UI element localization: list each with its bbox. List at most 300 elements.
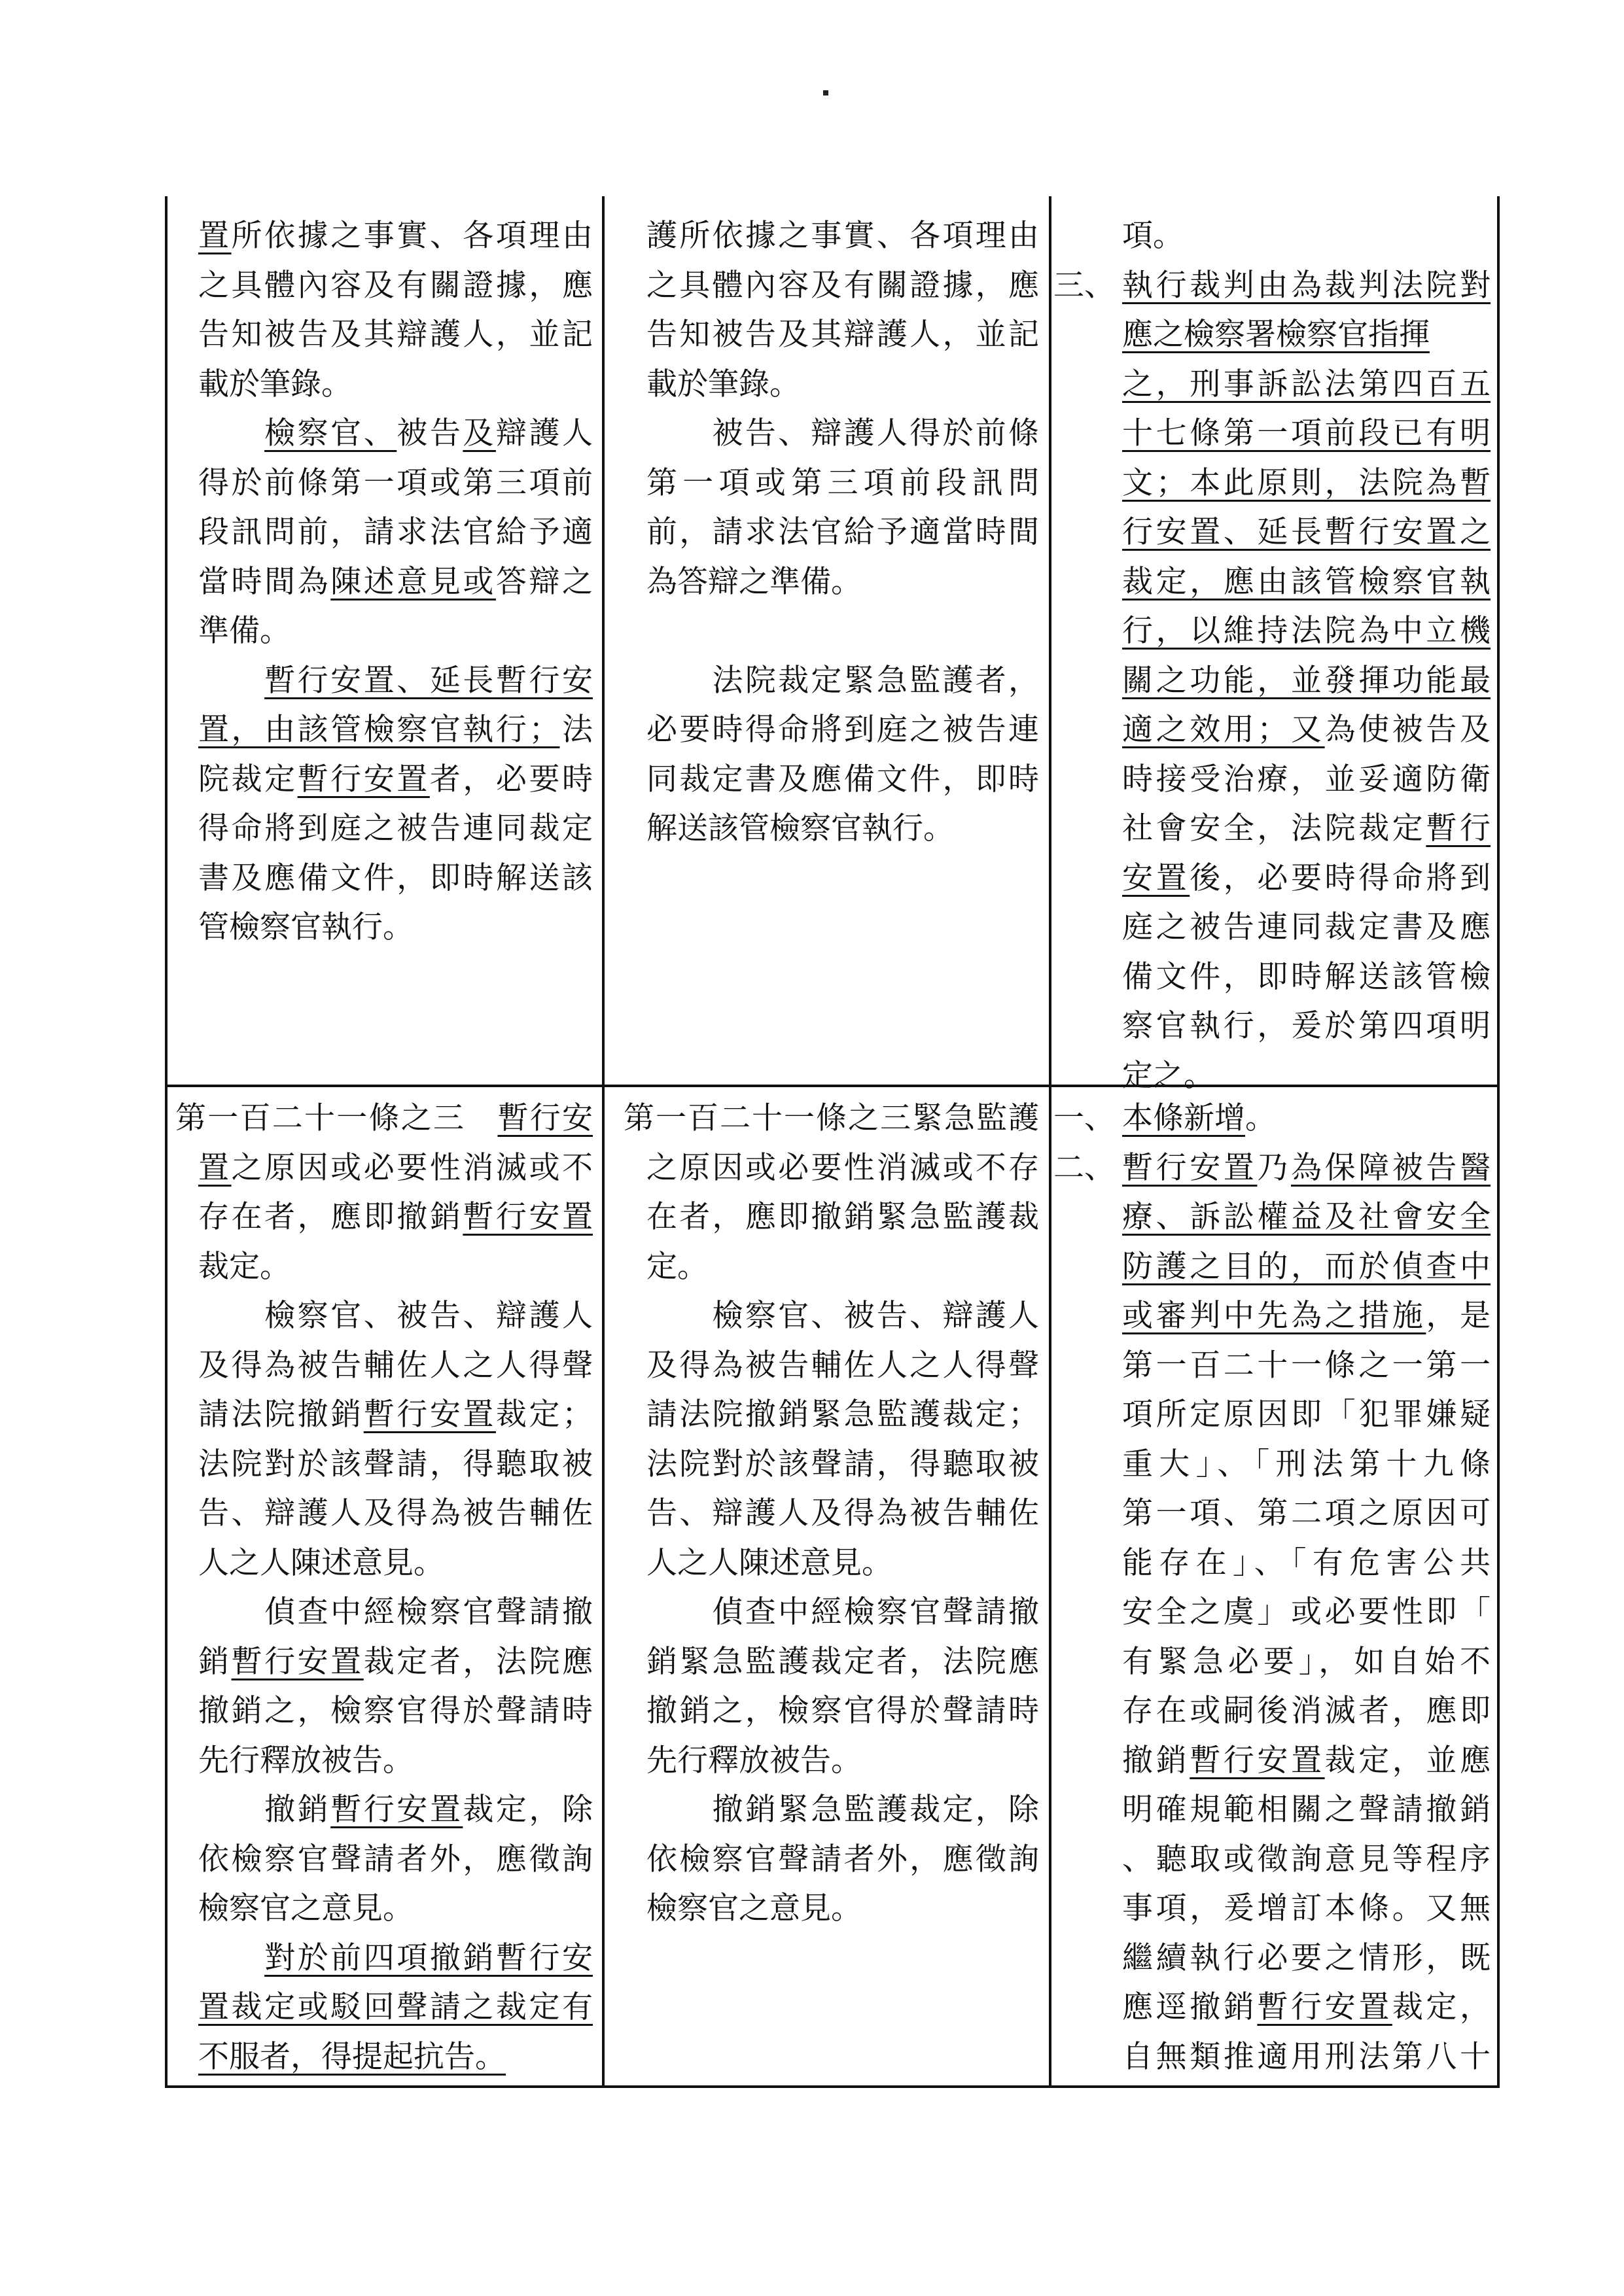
text-line — [646, 1192, 1039, 1242]
text-segment: 第一百二十一條之三緊急監護 — [624, 1100, 1039, 1136]
item-number — [1053, 854, 1122, 903]
text-line — [1122, 1686, 1491, 1736]
text-line — [198, 211, 593, 261]
underlined-text: 不服者，得提起抗告。 — [198, 2038, 506, 2075]
item-number — [1053, 1934, 1122, 1983]
text-line — [198, 705, 593, 755]
text-line — [1122, 1051, 1491, 1101]
item-number — [1053, 656, 1122, 706]
text-segment: 辯護人 — [495, 415, 593, 451]
underlined-text: 暫行安置 — [1190, 1742, 1325, 1779]
text-segment: 撤銷之，檢察官得於聲請時 — [646, 1693, 1039, 1729]
explanation-line — [1053, 508, 1491, 557]
item-number: 三、 — [1053, 267, 1115, 304]
text-line — [198, 1686, 593, 1736]
text-line — [175, 1094, 593, 1143]
underlined-text: 暫行安 — [497, 1100, 593, 1136]
text-segment: 銷緊急監護裁定者，法院應 — [646, 1643, 1039, 1680]
text-segment: 。 — [1245, 1100, 1276, 1136]
text-segment: 能存在」、「有危害公共 — [1122, 1544, 1491, 1581]
text-line — [198, 1192, 593, 1242]
explanation-line — [1053, 1736, 1491, 1786]
text-segment: 安全之虞」或必要性即「 — [1122, 1594, 1491, 1630]
explanation-line — [1053, 1489, 1491, 1539]
underlined-text: 十七條第一項前段已有明 — [1122, 415, 1491, 451]
text-line — [646, 1440, 1039, 1489]
text-segment: 法院對於該聲請，得聽取被 — [646, 1446, 1039, 1482]
item-number — [1053, 903, 1122, 952]
text-line — [1122, 656, 1491, 706]
text-line — [198, 1588, 593, 1637]
underlined-text: 暫行安置、延長暫行安 — [264, 662, 593, 699]
underlined-text: 安置 — [1122, 860, 1190, 896]
text-line — [198, 1835, 593, 1885]
text-segment: 告知被告及其辯護人，並記 — [198, 317, 593, 353]
text-segment: 有緊急必要」，如自始不 — [1122, 1643, 1491, 1680]
text-segment — [198, 415, 264, 451]
text-line — [198, 606, 593, 656]
text-segment: 法院裁定緊急監護者， — [646, 662, 1039, 699]
text-line — [646, 557, 1039, 607]
explanation-line — [1053, 1637, 1491, 1687]
text-segment: 之具體內容及有關證據，應 — [198, 267, 593, 304]
item-number — [1053, 1390, 1122, 1440]
underlined-text: 檢察官、 — [264, 415, 397, 451]
text-segment: 存在或嗣後消滅者，應即 — [1122, 1693, 1491, 1729]
item-number — [1053, 1341, 1122, 1391]
item-number — [1053, 1785, 1122, 1835]
row2-current-text — [624, 1094, 1039, 1934]
text-line — [1122, 903, 1491, 952]
item-number — [1053, 1291, 1122, 1341]
text-segment: 銷 — [198, 1643, 232, 1680]
explanation-line — [1053, 903, 1491, 952]
text-line — [198, 1143, 593, 1193]
text-line — [1122, 1341, 1491, 1391]
item-number — [1053, 1588, 1122, 1637]
text-segment: 裁定， — [1392, 1989, 1491, 2025]
text-segment: 後，必要時得命將到 — [1190, 860, 1491, 896]
explanation-line — [1053, 1390, 1491, 1440]
item-number — [1053, 1192, 1122, 1242]
explanation-line — [1053, 1588, 1491, 1637]
text-segment: 檢察官、被告、辯護人 — [646, 1298, 1039, 1334]
text-segment: 第一百二十一條之三 — [175, 1100, 498, 1136]
text-segment: 得命將到庭之被告連同裁定 — [198, 810, 593, 846]
text-segment: 偵查中經檢察官聲請撤 — [646, 1594, 1039, 1630]
text-line — [646, 1489, 1039, 1539]
text-line — [1122, 1736, 1491, 1786]
text-segment: 項所定原因即「犯罪嫌疑 — [1122, 1397, 1491, 1433]
item-number — [1053, 360, 1122, 409]
text-line — [198, 1785, 593, 1835]
text-line — [1122, 1637, 1491, 1687]
explanation-line — [1053, 656, 1491, 706]
text-line — [198, 854, 593, 903]
explanation-line — [1053, 1934, 1491, 1983]
text-line — [1122, 557, 1491, 607]
explanation-line — [1053, 1440, 1491, 1489]
text-segment: 及得為被告輔佐人之人得聲 — [198, 1347, 593, 1383]
text-line — [198, 1390, 593, 1440]
explanation-line — [1053, 310, 1491, 360]
row1-amended-text — [198, 211, 593, 952]
text-line — [1122, 606, 1491, 656]
explanation-line — [1053, 1242, 1491, 1292]
text-segment: 重大」、「刑法第十九條 — [1122, 1446, 1491, 1482]
text-line — [1122, 705, 1491, 755]
explanation-line — [1053, 360, 1491, 409]
text-segment: 請法院撤銷緊急監護裁定； — [646, 1397, 1039, 1433]
item-number — [1053, 1489, 1122, 1539]
item-number — [1053, 2032, 1122, 2082]
explanation-line — [1053, 1785, 1491, 1835]
text-line — [1122, 804, 1491, 854]
text-line — [198, 310, 593, 360]
item-number — [1053, 1242, 1122, 1292]
text-line — [1122, 1539, 1491, 1588]
text-line — [1122, 1588, 1491, 1637]
text-line — [646, 1736, 1039, 1786]
text-segment: 護所依據之事實、各項理由 — [646, 218, 1039, 254]
text-segment: 告、辯護人及得為被告輔佐 — [646, 1495, 1039, 1531]
text-line — [1122, 2032, 1491, 2082]
underlined-text: 暫行安置 — [463, 1199, 593, 1235]
text-segment: 應逕撤銷 — [1122, 1989, 1258, 2025]
text-segment: 為答辯之準備。 — [646, 563, 862, 600]
text-segment: 段訊問前，請求法官給予適 — [198, 514, 593, 550]
explanation-line — [1053, 854, 1491, 903]
text-line — [646, 1884, 1039, 1934]
text-segment: 、聽取或徵詢意見等程序 — [1122, 1841, 1491, 1877]
text-segment: 撤銷 — [198, 1792, 331, 1828]
item-number — [1053, 1835, 1122, 1885]
text-segment: 前，請求法官給予適當時間 — [646, 514, 1039, 550]
text-segment: 請法院撤銷 — [198, 1397, 364, 1433]
item-number — [1053, 1686, 1122, 1736]
text-line — [198, 360, 593, 409]
text-segment: 明確規範相關之聲請撤銷 — [1122, 1792, 1491, 1828]
text-segment: 依檢察官聲請者外，應徵詢 — [198, 1841, 593, 1877]
text-segment: 同裁定書及應備文件，即時 — [646, 761, 1039, 797]
text-line — [646, 1291, 1039, 1341]
text-segment: 時接受治療，並妥適防衛 — [1122, 761, 1491, 797]
text-segment: 先行釋放被告。 — [198, 1742, 414, 1779]
explanation-line — [1053, 606, 1491, 656]
text-line — [198, 1440, 593, 1489]
text-segment: 定之。 — [1122, 1057, 1214, 1094]
row2-explanation — [1053, 1094, 1491, 2081]
underlined-text: 行，以維持法院為中立機 — [1122, 613, 1491, 649]
text-line — [198, 1637, 593, 1687]
underlined-text: 暫行安置 — [1257, 1989, 1392, 2025]
text-segment: 法院對於該聲請，得聽取被 — [198, 1446, 593, 1482]
underlined-text: 暫行安置 — [330, 1792, 463, 1828]
explanation-line — [1053, 1884, 1491, 1934]
item-number — [1053, 459, 1122, 508]
text-line — [198, 804, 593, 854]
text-segment: 人之人陳述意見。 — [646, 1544, 892, 1581]
page-mark — [823, 90, 828, 96]
underlined-text: 本條新增 — [1122, 1100, 1245, 1136]
text-segment: 被告、辯護人得於前條 — [646, 415, 1039, 451]
explanation-line — [1053, 1983, 1491, 2032]
underlined-text: 文；本此原則，法院為暫 — [1122, 464, 1491, 501]
text-line — [1122, 1835, 1491, 1885]
underlined-text: 防護之目的，而於偵查中 — [1122, 1248, 1491, 1285]
underlined-text: 暫行安置 — [363, 1397, 496, 1433]
explanation-line — [1053, 1291, 1491, 1341]
text-segment: 裁定。 — [198, 1248, 291, 1285]
item-number — [1053, 1983, 1122, 2032]
text-line — [1122, 1440, 1491, 1489]
text-line — [198, 557, 593, 607]
item-number — [1053, 952, 1122, 1002]
text-segment: 之原因或必要性消滅或不存 — [646, 1149, 1039, 1186]
text-line — [646, 310, 1039, 360]
text-line — [1122, 261, 1491, 311]
underlined-text: 對於前四項撤銷暫行安 — [264, 1939, 593, 1976]
text-line — [646, 1686, 1039, 1736]
text-line — [198, 261, 593, 311]
text-segment: 定。 — [646, 1248, 708, 1285]
text-segment: 院裁定 — [198, 761, 298, 797]
text-line — [198, 1983, 593, 2032]
explanation-line — [1053, 1539, 1491, 1588]
item-number: 一、 — [1053, 1100, 1115, 1136]
text-line — [1122, 409, 1491, 459]
text-line — [646, 606, 1039, 656]
text-line — [646, 755, 1039, 805]
text-segment: 載於筆錄。 — [198, 366, 352, 402]
text-line — [646, 1242, 1039, 1292]
text-line — [646, 1539, 1039, 1588]
underlined-text: 及 — [463, 415, 496, 451]
underlined-text: 行安置、延長暫行安置之 — [1122, 514, 1491, 550]
text-line — [1122, 854, 1491, 903]
text-line — [1122, 508, 1491, 557]
text-segment: 檢察官之意見。 — [646, 1890, 862, 1926]
text-line — [646, 1637, 1039, 1687]
text-line — [624, 1094, 1039, 1143]
text-segment: 者，必要時 — [429, 761, 593, 797]
text-segment: 在者，應即撤銷緊急監護裁 — [646, 1199, 1039, 1235]
text-segment: 撤銷 — [1122, 1742, 1190, 1779]
text-segment: ，是 — [1426, 1298, 1491, 1334]
text-line — [198, 903, 593, 952]
text-line — [198, 1291, 593, 1341]
text-segment: 檢察官、被告、辯護人 — [198, 1298, 593, 1334]
underlined-text: 執行裁判由為裁判法院對 — [1122, 267, 1491, 304]
underlined-text: 適之效用；又 — [1122, 712, 1325, 748]
underlined-text: 關之功能，並發揮功能最 — [1122, 662, 1491, 699]
text-segment: 第一項、第二項之原因可 — [1122, 1495, 1491, 1531]
explanation-line — [1053, 211, 1491, 261]
underlined-text: 為保障被告醫 — [1291, 1149, 1491, 1186]
item-number — [1053, 804, 1122, 854]
text-line — [1122, 1001, 1491, 1051]
explanation-line — [1053, 705, 1491, 755]
text-line — [646, 360, 1039, 409]
underlined-text: 陳述意見或 — [330, 563, 496, 600]
text-line — [198, 1884, 593, 1934]
row1-explanation — [1053, 211, 1491, 1100]
table-border-left — [165, 196, 168, 2088]
text-segment: 裁定； — [495, 1397, 593, 1433]
explanation-line — [1053, 1051, 1491, 1101]
text-segment: 先行釋放被告。 — [646, 1742, 862, 1779]
text-line — [646, 409, 1039, 459]
underlined-text: 或審判中先為之措施 — [1122, 1298, 1426, 1334]
text-segment: 為使被告及 — [1324, 712, 1491, 748]
text-line — [198, 755, 593, 805]
explanation-line — [1053, 1094, 1491, 1143]
text-line — [1122, 1983, 1491, 2032]
text-line — [646, 705, 1039, 755]
text-segment: 裁定者，法院應 — [363, 1643, 593, 1680]
text-line — [1122, 1390, 1491, 1440]
text-line — [198, 409, 593, 459]
text-segment: 所依據之事實、各項理由 — [231, 218, 593, 254]
text-line — [198, 1539, 593, 1588]
item-number — [1053, 1736, 1122, 1786]
text-segment: 管檢察官執行。 — [198, 909, 414, 945]
text-line — [646, 1588, 1039, 1637]
text-line — [1122, 360, 1491, 409]
text-line — [646, 211, 1039, 261]
explanation-line — [1053, 261, 1491, 311]
underlined-text: 置裁定或駁回聲請之裁定有 — [198, 1989, 593, 2025]
text-segment: 當時間為 — [198, 563, 331, 600]
text-segment: 之原因或必要性消滅或不 — [231, 1149, 593, 1186]
explanation-line — [1053, 804, 1491, 854]
text-segment: 裁定，除 — [463, 1792, 593, 1828]
item-number — [1053, 1051, 1122, 1101]
text-segment: 必要時得命將到庭之被告連 — [646, 712, 1039, 748]
text-segment: 裁定，並應 — [1324, 1742, 1491, 1779]
item-number — [1053, 409, 1122, 459]
text-line — [198, 1242, 593, 1292]
explanation-line — [1053, 1835, 1491, 1885]
text-line — [1122, 1242, 1491, 1292]
text-segment: 告、辯護人及得為被告輔佐 — [198, 1495, 593, 1531]
text-line — [1122, 952, 1491, 1002]
text-segment: 偵查中經檢察官聲請撤 — [198, 1594, 593, 1630]
text-segment: 法 — [559, 712, 593, 748]
text-segment: 社會安全，法院裁定 — [1122, 810, 1426, 846]
text-segment: 庭之被告連同裁定書及應 — [1122, 909, 1491, 945]
text-line — [1122, 1785, 1491, 1835]
item-number — [1053, 310, 1122, 360]
underlined-text: 置，由該管檢察官執行； — [198, 712, 560, 748]
text-segment: 察官執行，爰於第四項明 — [1122, 1008, 1491, 1044]
item-number — [1053, 508, 1122, 557]
text-line — [1122, 310, 1491, 360]
text-segment: 依檢察官聲請者外，應徵詢 — [646, 1841, 1039, 1877]
table-border-bottom — [165, 2085, 1500, 2088]
text-line — [1122, 1489, 1491, 1539]
text-line — [646, 656, 1039, 706]
text-line — [1122, 1884, 1491, 1934]
text-segment: 準備。 — [198, 613, 291, 649]
text-segment: 自無類推適用刑法第八十 — [1122, 2038, 1491, 2075]
underlined-text: 置 — [198, 1149, 232, 1186]
item-number — [1053, 1637, 1122, 1687]
text-line — [646, 1835, 1039, 1885]
table-border-right — [1497, 196, 1500, 2088]
text-segment — [198, 663, 264, 699]
item-number — [1053, 211, 1122, 261]
text-line — [1122, 1094, 1491, 1143]
text-line — [646, 804, 1039, 854]
text-segment: 備文件，即時解送該管檢 — [1122, 958, 1491, 995]
text-line — [646, 1390, 1039, 1440]
text-segment: 答辯之 — [495, 563, 593, 600]
underlined-text: 暫行安置 — [1122, 1149, 1258, 1186]
text-line — [198, 1736, 593, 1786]
text-segment: 檢察官之意見。 — [198, 1890, 414, 1926]
explanation-line — [1053, 409, 1491, 459]
item-number — [1053, 557, 1122, 607]
text-segment: 撤銷緊急監護裁定，除 — [646, 1792, 1039, 1828]
text-segment: 之具體內容及有關證據，應 — [646, 267, 1039, 304]
item-number — [1053, 1440, 1122, 1489]
text-segment: 項。 — [1122, 218, 1184, 254]
text-line — [646, 508, 1039, 557]
text-line — [1122, 1934, 1491, 1983]
explanation-line — [1053, 459, 1491, 508]
text-line — [198, 459, 593, 508]
text-segment: 被告 — [397, 415, 463, 451]
item-number — [1053, 705, 1122, 755]
item-number — [1053, 1001, 1122, 1051]
text-line — [646, 1143, 1039, 1193]
text-line — [1122, 1143, 1491, 1193]
row1-current-text — [646, 211, 1039, 854]
text-line — [198, 656, 593, 706]
underlined-text: 置 — [198, 218, 232, 254]
item-number — [1053, 606, 1122, 656]
explanation-line — [1053, 1192, 1491, 1242]
text-line — [1122, 1291, 1491, 1341]
text-segment: 得於前條第一項或第三項前 — [198, 464, 593, 501]
text-line — [1122, 755, 1491, 805]
explanation-line — [1053, 2032, 1491, 2082]
text-line — [646, 1785, 1039, 1835]
text-segment: 撤銷之，檢察官得於聲請時 — [198, 1693, 593, 1729]
text-line — [198, 508, 593, 557]
item-number — [1053, 1884, 1122, 1934]
text-segment: 及得為被告輔佐人之人得聲 — [646, 1347, 1039, 1383]
text-segment: 第一項或第三項前段訊問 — [646, 464, 1039, 501]
text-segment: 告知被告及其辯護人，並記 — [646, 317, 1039, 353]
text-line — [198, 2032, 593, 2082]
explanation-line — [1053, 1001, 1491, 1051]
explanation-line — [1053, 557, 1491, 607]
item-number — [1053, 755, 1122, 805]
text-line — [1122, 459, 1491, 508]
text-line — [646, 261, 1039, 311]
item-number: 二、 — [1053, 1149, 1115, 1186]
underlined-text: 裁定，應由該管檢察官執 — [1122, 563, 1491, 600]
text-line — [198, 1341, 593, 1391]
text-segment: 人之人陳述意見。 — [198, 1544, 444, 1581]
text-segment: 第一百二十一條之一第一 — [1122, 1347, 1491, 1383]
explanation-line — [1053, 952, 1491, 1002]
text-line — [646, 459, 1039, 508]
underlined-text: 應之檢察署檢察官指揮 — [1122, 317, 1430, 353]
explanation-line — [1053, 1143, 1491, 1193]
